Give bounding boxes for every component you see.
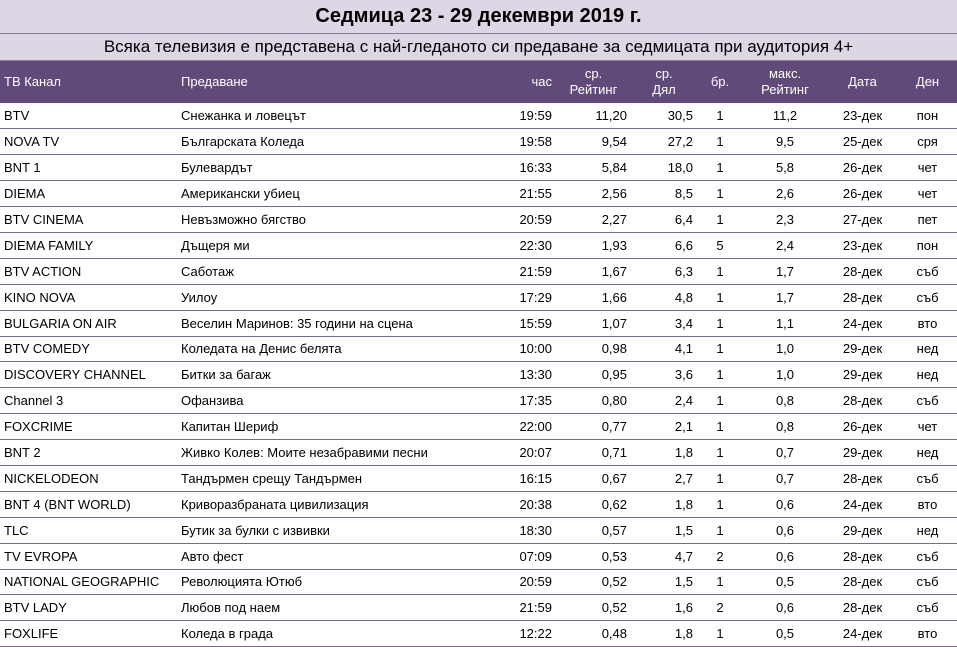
cell-date: 28-дек <box>827 543 898 569</box>
cell-avg-share: 30,5 <box>631 103 697 129</box>
cell-max-rating: 1,1 <box>743 310 827 336</box>
cell-date: 29-дек <box>827 440 898 466</box>
cell-program: Коледа в града <box>177 621 498 647</box>
cell-program: Капитан Шериф <box>177 414 498 440</box>
cell-day: съб <box>898 465 957 491</box>
cell-avg-share: 1,5 <box>631 569 697 595</box>
cell-max-rating: 11,2 <box>743 103 827 129</box>
cell-program: Коледата на Денис белята <box>177 336 498 362</box>
cell-time: 18:30 <box>498 517 556 543</box>
cell-max-rating: 0,6 <box>743 517 827 543</box>
cell-time: 21:59 <box>498 595 556 621</box>
cell-day: съб <box>898 569 957 595</box>
cell-avg-rating: 0,62 <box>556 491 631 517</box>
table-row <box>0 595 957 621</box>
cell-max-rating: 0,8 <box>743 388 827 414</box>
cell-avg-share: 4,8 <box>631 284 697 310</box>
cell-avg-rating: 11,20 <box>556 103 631 129</box>
cell-avg-share: 1,8 <box>631 491 697 517</box>
table-row <box>0 465 957 491</box>
cell-avg-rating: 0,57 <box>556 517 631 543</box>
cell-max-rating: 2,6 <box>743 181 827 207</box>
cell-day: вто <box>898 491 957 517</box>
table-header-row <box>0 61 957 103</box>
cell-avg-share: 2,7 <box>631 465 697 491</box>
cell-channel: FOXCRIME <box>0 414 177 440</box>
cell-time: 22:30 <box>498 232 556 258</box>
cell-count: 1 <box>697 258 743 284</box>
cell-day: чет <box>898 155 957 181</box>
cell-date: 28-дек <box>827 388 898 414</box>
page-title: Седмица 23 - 29 декември 2019 г. <box>0 0 957 34</box>
cell-max-rating: 1,7 <box>743 258 827 284</box>
cell-avg-share: 6,6 <box>631 232 697 258</box>
cell-max-rating: 1,7 <box>743 284 827 310</box>
cell-avg-rating: 0,71 <box>556 440 631 466</box>
col-header-count: бр. <box>710 74 730 89</box>
cell-avg-share: 18,0 <box>631 155 697 181</box>
cell-max-rating: 0,6 <box>743 543 827 569</box>
cell-time: 07:09 <box>498 543 556 569</box>
cell-avg-share: 27,2 <box>631 129 697 155</box>
cell-day: вто <box>898 310 957 336</box>
cell-avg-share: 1,8 <box>631 621 697 647</box>
cell-date: 28-дек <box>827 284 898 310</box>
cell-avg-rating: 1,67 <box>556 258 631 284</box>
table-row <box>0 362 957 388</box>
cell-time: 22:00 <box>498 414 556 440</box>
cell-program: Американски убиец <box>177 181 498 207</box>
col-header-max-rating: макс. Рейтинг <box>761 66 809 97</box>
cell-date: 24-дек <box>827 621 898 647</box>
table-row <box>0 517 957 543</box>
cell-count: 1 <box>697 284 743 310</box>
table-row <box>0 621 957 647</box>
cell-day: съб <box>898 388 957 414</box>
cell-time: 20:38 <box>498 491 556 517</box>
cell-count: 1 <box>697 155 743 181</box>
cell-count: 1 <box>697 207 743 233</box>
col-header-channel: ТВ Канал <box>4 74 62 89</box>
cell-channel: KINO NOVA <box>0 284 177 310</box>
cell-channel: BNT 1 <box>0 155 177 181</box>
table-row <box>0 181 957 207</box>
table-row <box>0 232 957 258</box>
cell-time: 16:15 <box>498 465 556 491</box>
cell-avg-rating: 0,80 <box>556 388 631 414</box>
cell-day: нед <box>898 362 957 388</box>
cell-avg-share: 3,6 <box>631 362 697 388</box>
cell-avg-share: 1,5 <box>631 517 697 543</box>
table-row <box>0 258 957 284</box>
cell-day: пон <box>898 232 957 258</box>
cell-time: 20:59 <box>498 569 556 595</box>
cell-max-rating: 0,5 <box>743 621 827 647</box>
col-header-time: час <box>531 74 552 89</box>
cell-max-rating: 2,3 <box>743 207 827 233</box>
cell-count: 1 <box>697 621 743 647</box>
cell-avg-rating: 0,53 <box>556 543 631 569</box>
cell-day: чет <box>898 181 957 207</box>
cell-program: Веселин Маринов: 35 години на сцена <box>177 310 498 336</box>
cell-avg-rating: 0,52 <box>556 569 631 595</box>
cell-avg-rating: 1,66 <box>556 284 631 310</box>
cell-program: Българската Коледа <box>177 129 498 155</box>
cell-date: 24-дек <box>827 491 898 517</box>
cell-count: 1 <box>697 440 743 466</box>
table-row <box>0 310 957 336</box>
cell-channel: BTV ACTION <box>0 258 177 284</box>
cell-date: 29-дек <box>827 362 898 388</box>
cell-channel: Channel 3 <box>0 388 177 414</box>
table-row <box>0 336 957 362</box>
cell-avg-share: 4,7 <box>631 543 697 569</box>
cell-channel: TV EVROPA <box>0 543 177 569</box>
cell-day: пон <box>898 103 957 129</box>
table-row <box>0 155 957 181</box>
cell-time: 12:22 <box>498 621 556 647</box>
cell-date: 28-дек <box>827 595 898 621</box>
cell-avg-rating: 0,98 <box>556 336 631 362</box>
cell-date: 25-дек <box>827 129 898 155</box>
cell-day: съб <box>898 595 957 621</box>
table-row <box>0 414 957 440</box>
table-row <box>0 207 957 233</box>
cell-count: 1 <box>697 129 743 155</box>
page-subtitle: Всяка телевизия е представена с най-гледаното си предаване за седмицата при аудитория 4+ <box>0 34 957 61</box>
cell-time: 17:29 <box>498 284 556 310</box>
cell-avg-share: 8,5 <box>631 181 697 207</box>
cell-avg-rating: 2,56 <box>556 181 631 207</box>
cell-avg-rating: 0,48 <box>556 621 631 647</box>
cell-time: 20:07 <box>498 440 556 466</box>
cell-channel: NATIONAL GEOGRAPHIC <box>0 569 177 595</box>
cell-count: 1 <box>697 491 743 517</box>
cell-program: Дъщеря ми <box>177 232 498 258</box>
cell-channel: TLC <box>0 517 177 543</box>
cell-day: нед <box>898 440 957 466</box>
cell-avg-share: 6,4 <box>631 207 697 233</box>
cell-max-rating: 1,0 <box>743 336 827 362</box>
cell-date: 27-дек <box>827 207 898 233</box>
cell-date: 23-дек <box>827 103 898 129</box>
cell-program: Уилоу <box>177 284 498 310</box>
table-row <box>0 491 957 517</box>
cell-avg-share: 1,6 <box>631 595 697 621</box>
col-header-program: Предаване <box>181 74 248 89</box>
cell-program: Саботаж <box>177 258 498 284</box>
cell-count: 1 <box>697 388 743 414</box>
table-row <box>0 388 957 414</box>
cell-date: 28-дек <box>827 465 898 491</box>
cell-program: Снежанка и ловецът <box>177 103 498 129</box>
cell-channel: DISCOVERY CHANNEL <box>0 362 177 388</box>
cell-program: Революцията Ютюб <box>177 569 498 595</box>
cell-program: Бутик за булки с извивки <box>177 517 498 543</box>
cell-max-rating: 2,4 <box>743 232 827 258</box>
cell-max-rating: 1,0 <box>743 362 827 388</box>
cell-program: Тандърмен срещу Тандърмен <box>177 465 498 491</box>
cell-avg-share: 6,3 <box>631 258 697 284</box>
cell-day: съб <box>898 258 957 284</box>
cell-day: пет <box>898 207 957 233</box>
cell-date: 26-дек <box>827 414 898 440</box>
cell-channel: BTV <box>0 103 177 129</box>
cell-program: Булевардът <box>177 155 498 181</box>
table-row <box>0 103 957 129</box>
cell-date: 29-дек <box>827 517 898 543</box>
cell-max-rating: 0,6 <box>743 595 827 621</box>
cell-time: 21:55 <box>498 181 556 207</box>
cell-program: Офанзива <box>177 388 498 414</box>
cell-count: 1 <box>697 181 743 207</box>
cell-avg-share: 2,1 <box>631 414 697 440</box>
cell-channel: NOVA TV <box>0 129 177 155</box>
cell-day: чет <box>898 414 957 440</box>
cell-count: 2 <box>697 595 743 621</box>
cell-count: 5 <box>697 232 743 258</box>
cell-day: сря <box>898 129 957 155</box>
cell-date: 29-дек <box>827 336 898 362</box>
col-header-avg-rating: ср. Рейтинг <box>569 66 618 97</box>
table-row <box>0 569 957 595</box>
cell-count: 1 <box>697 336 743 362</box>
cell-program: Живко Колев: Моите незабравими песни <box>177 440 498 466</box>
cell-program: Битки за багаж <box>177 362 498 388</box>
cell-date: 23-дек <box>827 232 898 258</box>
cell-max-rating: 0,7 <box>743 440 827 466</box>
cell-count: 1 <box>697 517 743 543</box>
cell-day: съб <box>898 543 957 569</box>
cell-date: 28-дек <box>827 258 898 284</box>
cell-date: 28-дек <box>827 569 898 595</box>
cell-count: 1 <box>697 569 743 595</box>
cell-avg-rating: 0,67 <box>556 465 631 491</box>
cell-time: 15:59 <box>498 310 556 336</box>
col-header-avg-share: ср. Дял <box>652 66 676 97</box>
cell-max-rating: 0,7 <box>743 465 827 491</box>
cell-day: съб <box>898 284 957 310</box>
cell-channel: BTV COMEDY <box>0 336 177 362</box>
cell-avg-share: 1,8 <box>631 440 697 466</box>
cell-time: 19:59 <box>498 103 556 129</box>
cell-time: 17:35 <box>498 388 556 414</box>
cell-time: 16:33 <box>498 155 556 181</box>
cell-max-rating: 5,8 <box>743 155 827 181</box>
cell-avg-share: 4,1 <box>631 336 697 362</box>
cell-count: 1 <box>697 310 743 336</box>
col-header-day: Ден <box>915 74 940 89</box>
cell-count: 2 <box>697 543 743 569</box>
cell-avg-rating: 0,95 <box>556 362 631 388</box>
col-header-date: Дата <box>848 74 877 89</box>
cell-max-rating: 0,5 <box>743 569 827 595</box>
cell-time: 13:30 <box>498 362 556 388</box>
cell-channel: BNT 2 <box>0 440 177 466</box>
cell-day: нед <box>898 517 957 543</box>
cell-avg-rating: 0,77 <box>556 414 631 440</box>
cell-program: Авто фест <box>177 543 498 569</box>
cell-program: Невъзможно бягство <box>177 207 498 233</box>
cell-day: вто <box>898 621 957 647</box>
cell-channel: NICKELODEON <box>0 465 177 491</box>
cell-time: 21:59 <box>498 258 556 284</box>
cell-day: нед <box>898 336 957 362</box>
cell-avg-rating: 5,84 <box>556 155 631 181</box>
ratings-table <box>0 61 957 647</box>
cell-count: 1 <box>697 362 743 388</box>
cell-date: 26-дек <box>827 155 898 181</box>
cell-date: 24-дек <box>827 310 898 336</box>
cell-max-rating: 9,5 <box>743 129 827 155</box>
cell-count: 1 <box>697 465 743 491</box>
cell-avg-rating: 0,52 <box>556 595 631 621</box>
cell-avg-rating: 1,07 <box>556 310 631 336</box>
cell-channel: BTV LADY <box>0 595 177 621</box>
cell-time: 19:58 <box>498 129 556 155</box>
cell-channel: DIEMA <box>0 181 177 207</box>
cell-date: 26-дек <box>827 181 898 207</box>
table-row <box>0 129 957 155</box>
cell-avg-rating: 2,27 <box>556 207 631 233</box>
cell-avg-share: 2,4 <box>631 388 697 414</box>
cell-max-rating: 0,8 <box>743 414 827 440</box>
cell-count: 1 <box>697 414 743 440</box>
table-row <box>0 284 957 310</box>
cell-channel: BTV CINEMA <box>0 207 177 233</box>
table-row <box>0 543 957 569</box>
cell-program: Криворазбраната цивилизация <box>177 491 498 517</box>
cell-time: 10:00 <box>498 336 556 362</box>
cell-time: 20:59 <box>498 207 556 233</box>
cell-avg-rating: 1,93 <box>556 232 631 258</box>
cell-channel: BULGARIA ON AIR <box>0 310 177 336</box>
cell-avg-share: 3,4 <box>631 310 697 336</box>
table-row <box>0 440 957 466</box>
cell-channel: BNT 4 (BNT WORLD) <box>0 491 177 517</box>
cell-avg-rating: 9,54 <box>556 129 631 155</box>
cell-channel: DIEMA FAMILY <box>0 232 177 258</box>
cell-count: 1 <box>697 103 743 129</box>
cell-channel: FOXLIFE <box>0 621 177 647</box>
cell-max-rating: 0,6 <box>743 491 827 517</box>
cell-program: Любов под наем <box>177 595 498 621</box>
